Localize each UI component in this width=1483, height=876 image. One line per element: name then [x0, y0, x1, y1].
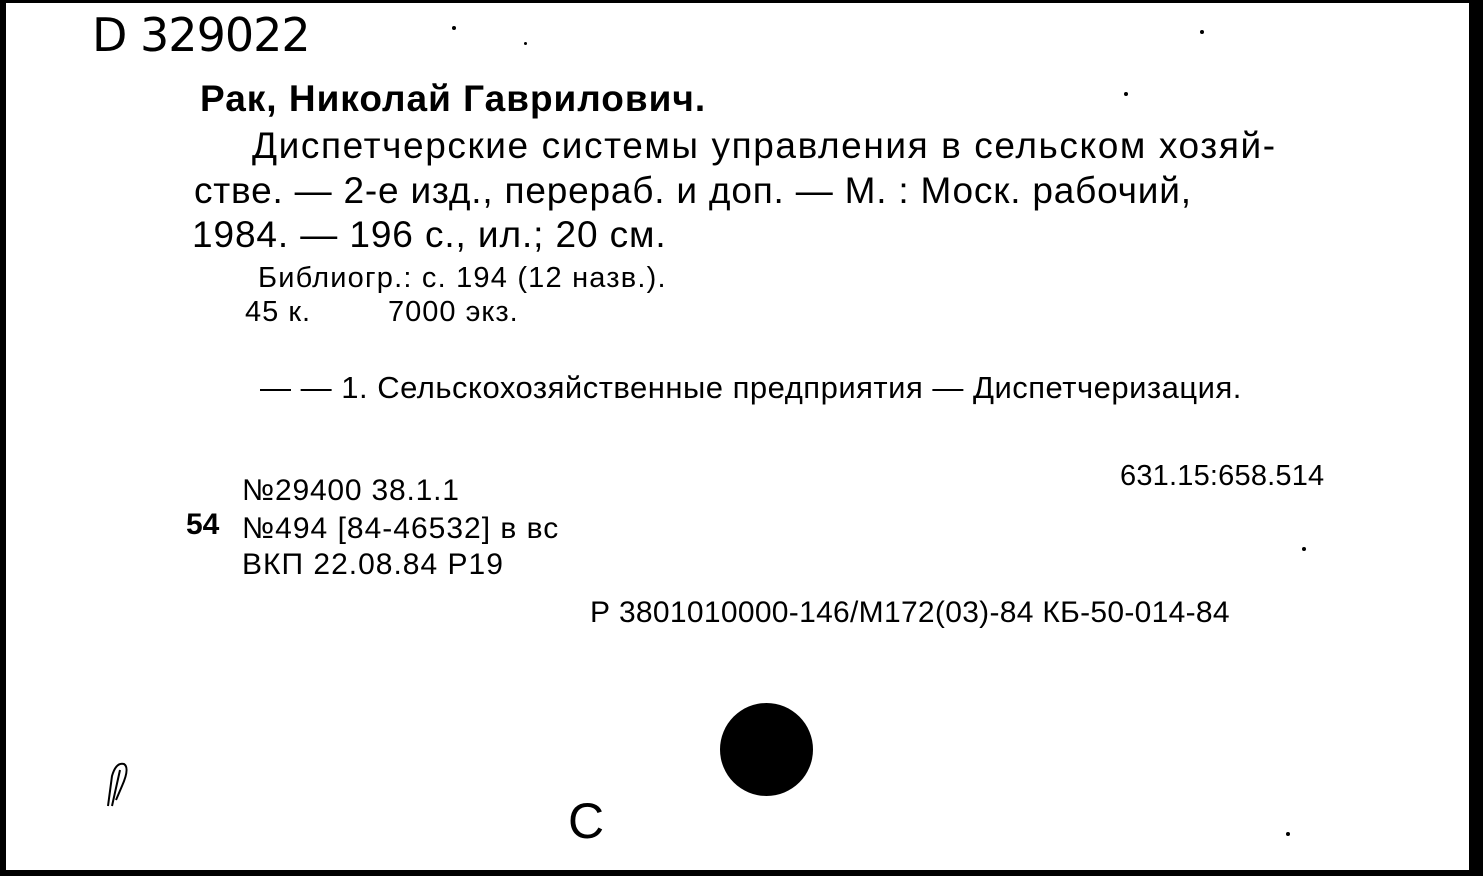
- left-code: 54: [186, 508, 220, 541]
- letter-c: С: [568, 793, 605, 849]
- punch-hole: [720, 703, 813, 796]
- handwritten-mark: [98, 756, 138, 812]
- speck: [1302, 547, 1306, 551]
- author-heading: Рак, Николай Гаврилович.: [200, 78, 707, 119]
- subject-heading: — — 1. Сельскохозяйственные предприятия — Диспетчеризация.: [260, 370, 1242, 405]
- order-number: №494 [84-46532] в вс: [242, 512, 560, 545]
- title-line-3: 1984. — 196 с., ил.; 20 см.: [192, 214, 667, 255]
- speck: [524, 42, 527, 45]
- index-line: Р 3801010000-146/М172(03)-84 КБ-50-014-84: [590, 596, 1230, 629]
- speck: [1286, 832, 1290, 836]
- print-run: 7000 экз.: [388, 296, 519, 328]
- title-line-1: Диспетчерские системы управления в сельском хозяй-: [252, 125, 1277, 166]
- speck: [452, 26, 456, 30]
- speck: [1124, 92, 1128, 96]
- registration-number: №29400 38.1.1: [242, 474, 460, 507]
- bibliography-note: Библиогр.: с. 194 (12 назв.).: [258, 262, 667, 294]
- title-line-2: стве. — 2-е изд., перераб. и доп. — М. : Моск. рабочий,: [194, 170, 1192, 211]
- price: 45 к.: [245, 296, 312, 328]
- call-number: D 329022: [92, 8, 310, 62]
- udc-number: 631.15:658.514: [1120, 460, 1325, 492]
- speck: [1200, 30, 1204, 34]
- vkp-line: ВКП 22.08.84 Р19: [242, 548, 504, 581]
